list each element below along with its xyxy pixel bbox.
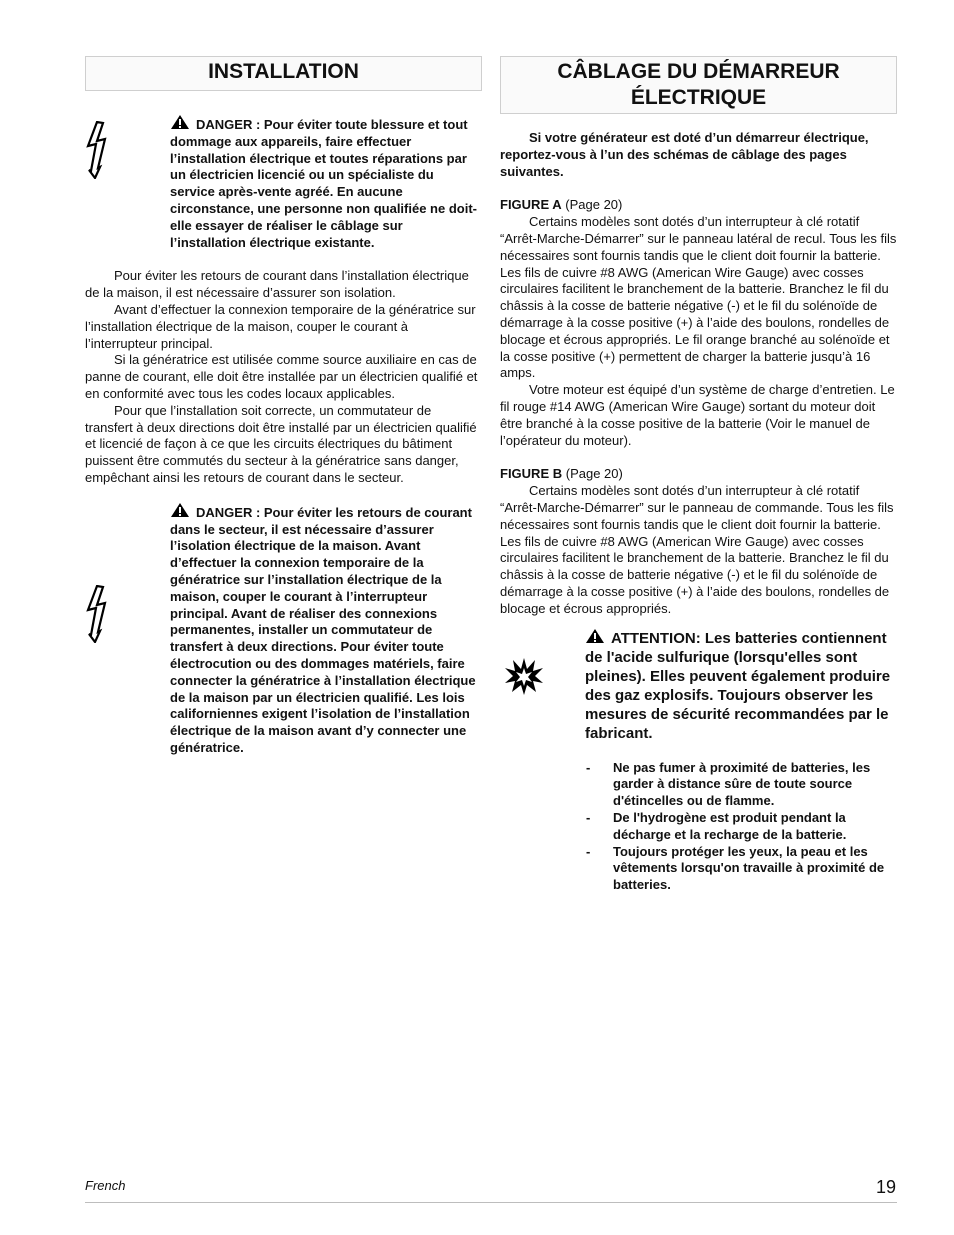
attention-block — [500, 628, 897, 894]
explosion-hazard-icon — [500, 628, 585, 894]
wiring-intro-text: Si votre générateur est doté d’un démarreur électrique, reportez-vous à l’un des schémas de câblage des pages suivantes. — [500, 130, 869, 179]
danger-block-1 — [85, 114, 482, 251]
danger-1-text: DANGER : Pour éviter toute blessure et tout dommage aux appareils, faire effectuer l’installation électrique et toutes réparations par un électricien licencié ou un spécialiste du service après-vente agréé. En aucune circonstance, une personne non qualifiée ne doit-elle essayer de réaliser le câblage sur l’installation électrique existante. — [170, 117, 477, 250]
warning-triangle-icon — [170, 114, 190, 130]
figure-b-page: (Page 20) — [565, 466, 623, 482]
figure-b-paragraphs — [500, 483, 897, 617]
explosion-icon — [504, 656, 544, 696]
list-item — [585, 844, 897, 894]
list-item-text: Toujours protéger les yeux, la peau et les vêtements lorsqu'on travaille à proximité de batteries. — [613, 843, 885, 893]
right-column — [500, 56, 897, 894]
list-item — [585, 810, 897, 844]
page-number: 19 — [875, 1177, 896, 1197]
figure-a-label: FIGURE A — [500, 197, 562, 213]
warning-triangle-icon — [585, 628, 605, 644]
bullet-marker: - — [586, 759, 591, 775]
wiring-heading-text: CÂBLAGE DU DÉMARREUR ÉLECTRIQUE — [557, 60, 840, 109]
installation-paragraph: Avant d’effectuer la connexion temporaire de la génératrice sur l’installation électrique de la maison, couper le courant à l’interrupteur principal. — [85, 301, 476, 351]
bullet-marker: - — [586, 809, 591, 825]
figure-b-title — [500, 466, 897, 483]
attention-content — [585, 628, 897, 894]
installation-heading — [85, 56, 482, 91]
figure-a-paragraph: Votre moteur est équipé d’un système de charge d’entretien. Le fil rouge #14 AWG (American Wire Gauge) sortant du moteur doit être branché à la cosse positive de la batterie (Voir le manuel de l’opérateur du moteur). — [500, 382, 895, 448]
wiring-intro — [500, 130, 897, 180]
warning-triangle-icon — [170, 502, 190, 518]
wiring-heading — [500, 56, 897, 114]
bullet-marker: - — [586, 843, 591, 859]
figure-a-paragraphs — [500, 214, 897, 449]
attention-statement: ATTENTION: Les batteries contiennent de l'acide sulfurique (lorsqu'elles sont pleines). Elles peuvent également produire des gaz explosifs. Toujours observer les mesures de sécurité recommandées par le fabricant. — [585, 629, 891, 742]
footer-divider — [85, 1202, 897, 1203]
figure-b-paragraph: Certains modèles sont dotés d’un interrupteur à clé rotatif “Arrêt-Marche-Démarrer” sur le panneau de commande. Tous les fils nécessaires sont fournis tandis que le client doit fournir la batterie. Les fils de cuivre #8 AWG (American Wire Gauge) avec cosses circulaires facilitent le branchement de la batterie. Branchez le fil du châssis à la cosse de batterie négative (-) et le fil du solénoïde de démarrage à la cosse positive (+) à l’aide des boulons, rondelles de blocage et écrous appropriés. — [500, 483, 894, 616]
installation-heading-text: INSTALLATION — [208, 60, 359, 83]
shock-hazard-icon-1 — [85, 114, 170, 251]
danger-2-text: DANGER : Pour éviter les retours de courant dans le secteur, il est nécessaire d’assurer l’isolation électrique de la maison. Avant d’effectuer la connexion temporaire de la génératrice sur l’installation électrique de la maison, couper le courant à l’interrupteur principal. Avant de réaliser des connexions permanentes, installer un commutateur de transfert à deux directions. Pour éviter toute électrocution ou des dommages matériels, faire connecter la génératrice à l’installation électrique de la maison par un électricien qualifié. Les lois californiennes exigent l’isolation de l’installation électrique de la maison avant d’y connecter une génératrice. — [170, 504, 476, 755]
battery-safety-list — [585, 760, 897, 894]
figure-a-title — [500, 197, 897, 214]
lightning-bolt-icon — [85, 585, 109, 643]
figure-b-label: FIGURE B — [500, 466, 563, 482]
figure-a-page: (Page 20) — [565, 197, 623, 213]
footer-language: French — [85, 1178, 126, 1193]
danger-text-1 — [170, 114, 482, 251]
danger-block-2 — [85, 502, 482, 757]
list-item-text: De l'hydrogène est produit pendant la décharge et la recharge de la batterie. — [613, 809, 847, 842]
list-item-text: Ne pas fumer à proximité de batteries, les garder à distance sûre de toute source d'étincelles ou de flamme. — [613, 759, 871, 809]
list-item — [585, 760, 897, 810]
left-column — [85, 56, 482, 757]
shock-hazard-icon-2 — [85, 502, 170, 757]
installation-paragraph: Pour que l’installation soit correcte, un commutateur de transfert à deux directions doit être installé par un électricien qualifié et licencié de façon à ce que les circuits électriques du bâtiment puissent être commutés du secteur à la génératrice sans danger, empêchant ainsi les retours de courant dans le secteur. — [85, 402, 477, 485]
installation-paragraph: Si la génératrice est utilisée comme source auxiliaire en cas de panne de courant, elle doit être installée par un électricien qualifié et en conformité avec tous les codes locaux applicables. — [85, 352, 478, 401]
figure-a-paragraph: Certains modèles sont dotés d’un interrupteur à clé rotatif “Arrêt-Marche-Démarrer” sur le panneau latéral de recul. Tous les fils nécessaires sont fournis tandis que le client doit fournir la batterie. Les fils de cuivre #8 AWG (American Wire Gauge) avec cosses circulaires facilitent le branchement de la batterie. Branchez le fil du châssis à la cosse de batterie négative (-) et le fil du solénoïde de démarrage à la cosse positive (+) à l’aide des boulons, rondelles de blocage et écrous appropriés. Le fil orange branché au solénoïde et la cosse positive (+) permettent de charger la batterie jusqu’à 16 amps. — [500, 214, 897, 381]
installation-paragraphs — [85, 268, 482, 486]
lightning-bolt-icon — [85, 121, 109, 179]
danger-text-2 — [170, 502, 482, 757]
installation-paragraph: Pour éviter les retours de courant dans l’installation électrique de la maison, il est nécessaire d’assurer son isolation. — [85, 268, 469, 301]
attention-text — [585, 628, 897, 743]
